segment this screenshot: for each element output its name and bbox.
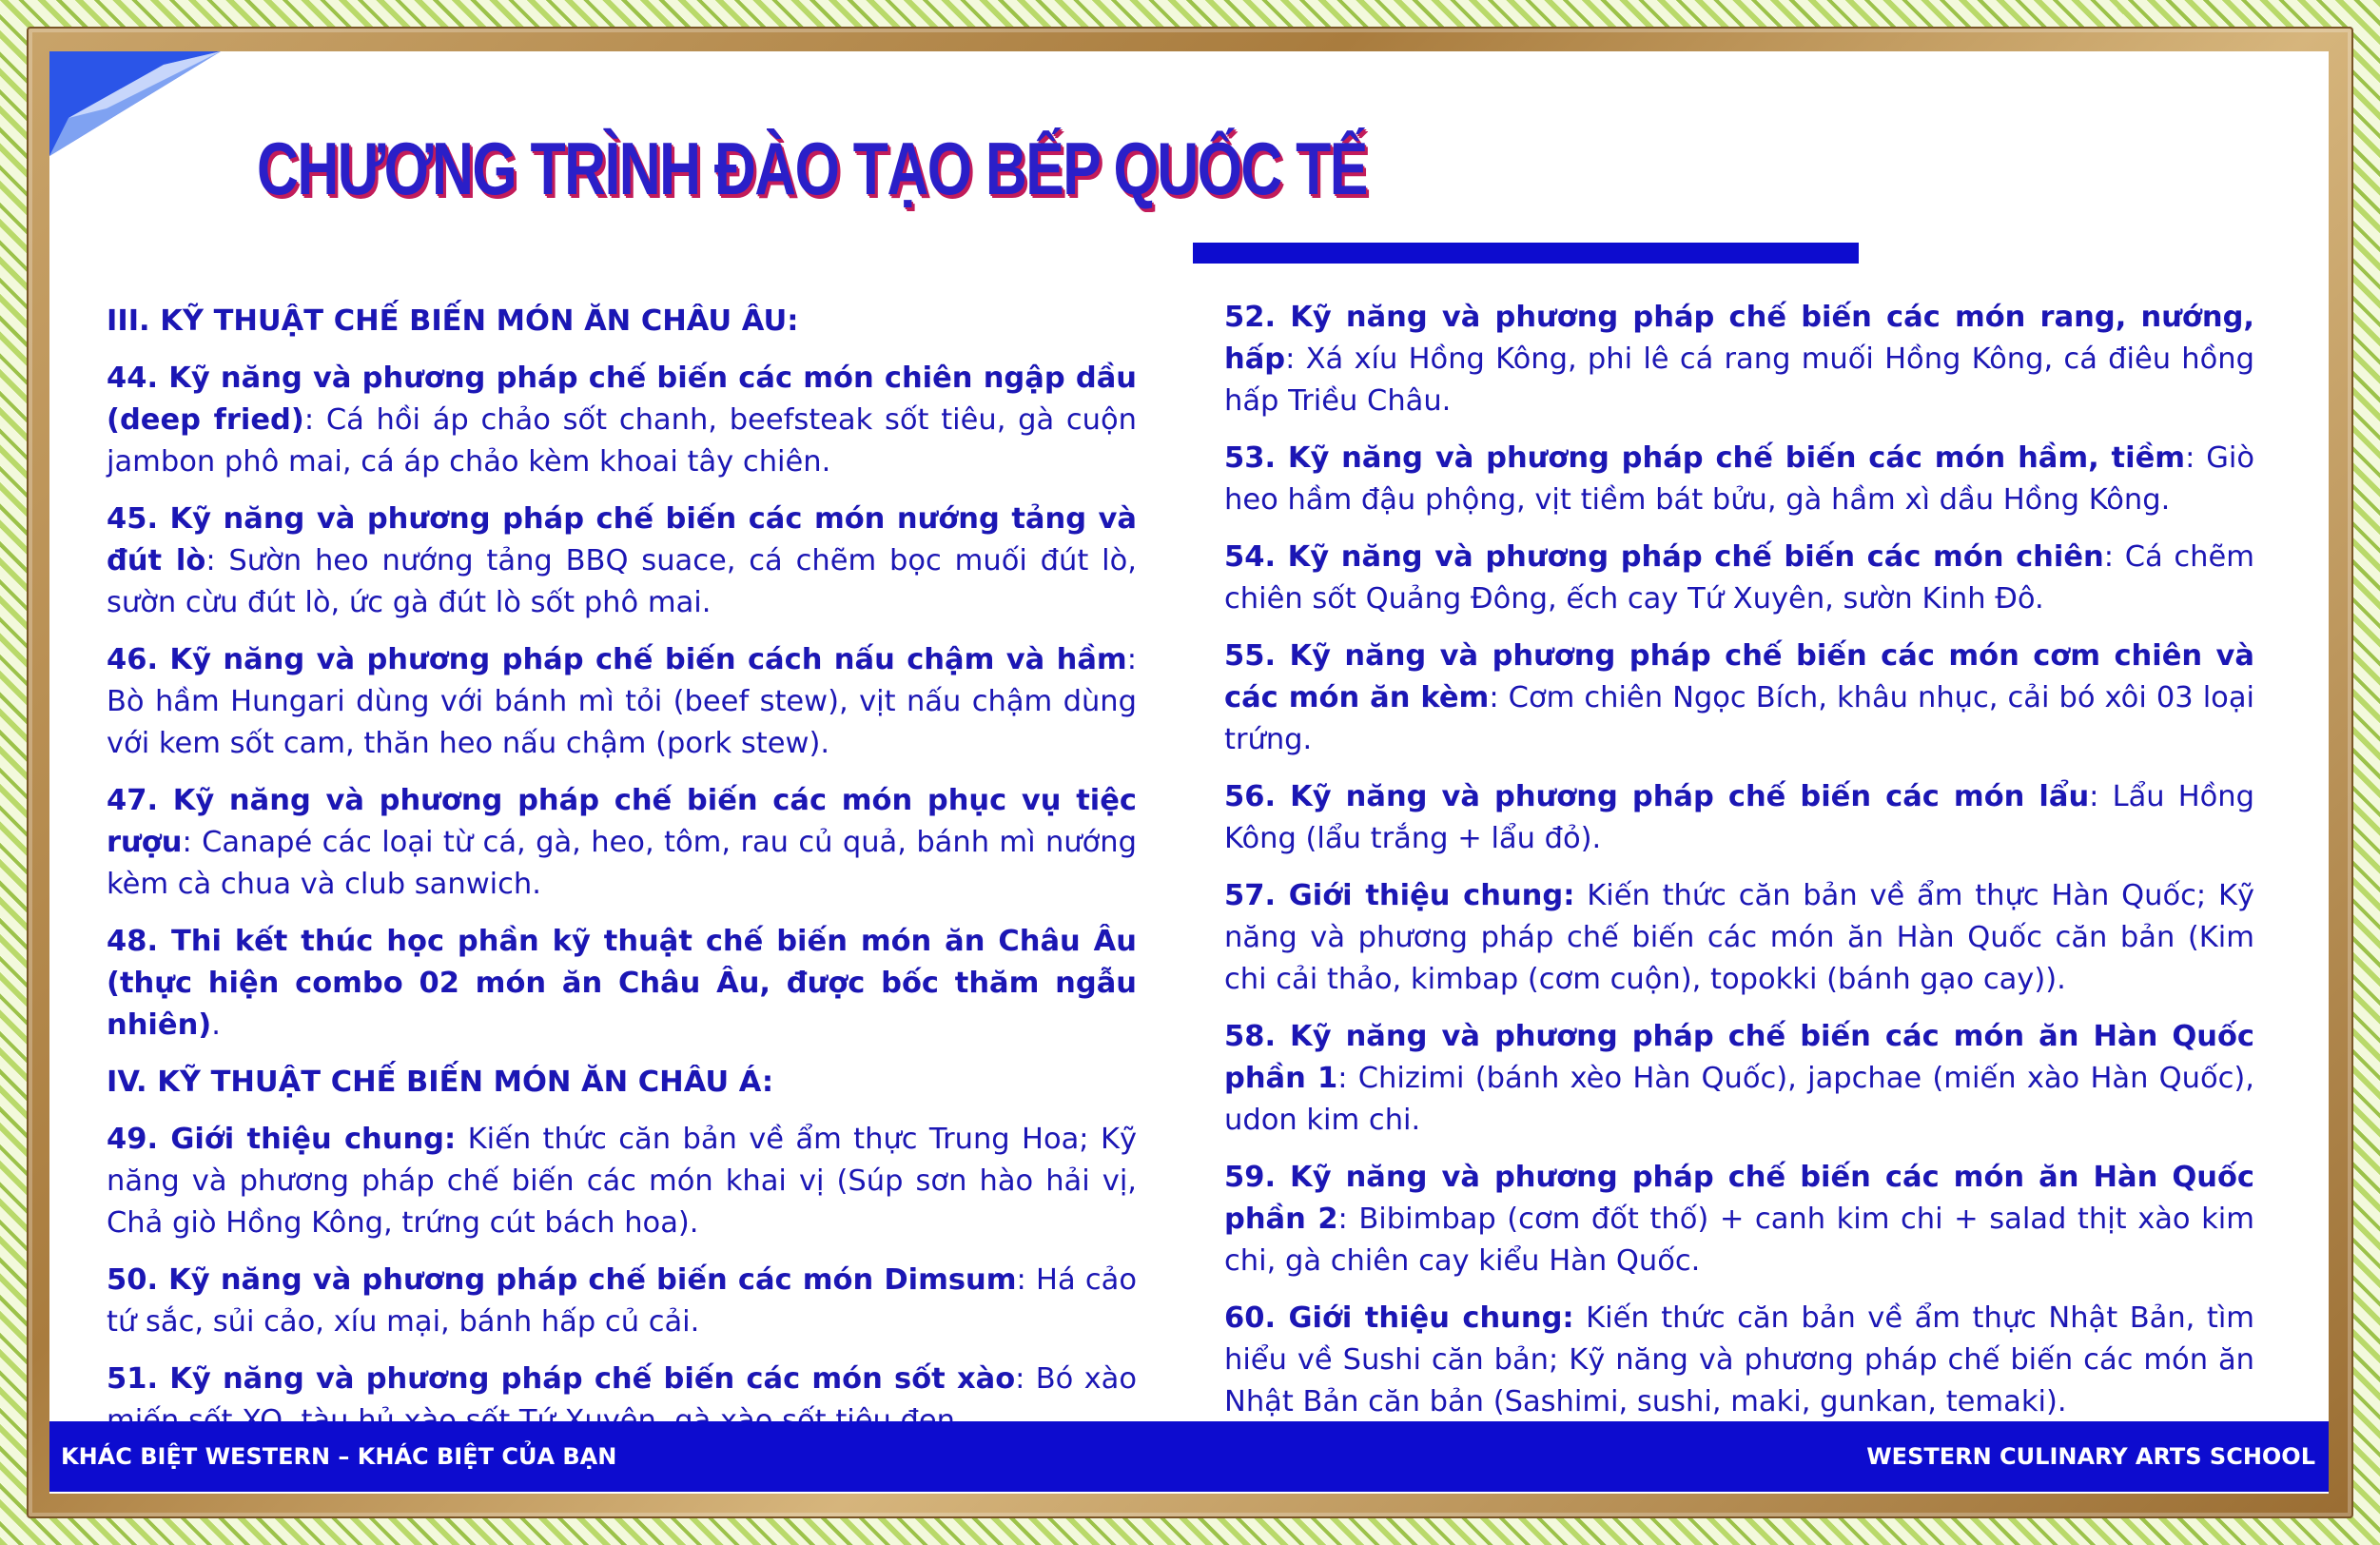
- item-title: 49. Giới thiệu chung:: [107, 1123, 457, 1156]
- list-item-53: [1224, 438, 2254, 521]
- item-title: 46. Kỹ năng và phương pháp chế biến cách nấu chậm và hầm: [107, 643, 1127, 676]
- list-item-55: [1224, 636, 2254, 761]
- item-text: : Lẩu Hồng Kông (lẩu trắng + lẩu đỏ).: [1224, 780, 2254, 855]
- list-item-58: [1224, 1016, 2254, 1142]
- item-title: 54. Kỹ năng và phương pháp chế biến các món chiên: [1224, 540, 2104, 574]
- list-item-44: [107, 358, 1137, 483]
- item-title: 44. Kỹ năng và phương pháp chế biến các món chiên ngập dầu (deep fried): [107, 362, 1137, 437]
- list-item-45: [107, 499, 1137, 624]
- item-title: 60. Giới thiệu chung:: [1224, 1301, 1574, 1335]
- list-item-49: [107, 1119, 1137, 1244]
- title-underline-bar: [1193, 243, 1859, 264]
- item-text: : Xá xíu Hồng Kông, phi lê cá rang muối Hồng Kông, cá điêu hồng hấp Triều Châu.: [1224, 342, 2254, 418]
- item-title: 48. Thi kết thúc học phần kỹ thuật chế biến món ăn Châu Âu (thực hiện combo 02 món ăn Châu Âu, được bốc thăm ngẫu nhiên): [107, 925, 1137, 1042]
- footer-bar: [49, 1421, 2329, 1492]
- section-heading-iv: IV. KỸ THUẬT CHẾ BIẾN MÓN ĂN CHÂU Á:: [107, 1066, 774, 1099]
- list-item-60: [1224, 1298, 2254, 1423]
- item-text: : Bò hầm Hungari dùng với bánh mì tỏi (beef stew), vịt nấu chậm dùng với kem sốt cam, thăn heo nấu chậm (pork stew).: [107, 643, 1137, 760]
- item-title: 59. Kỹ năng và phương pháp chế biến các món ăn Hàn Quốc phần 2: [1224, 1161, 2254, 1236]
- item-text: : Cơm chiên Ngọc Bích, khâu nhục, cải bó xôi 03 loại trứng.: [1224, 681, 2254, 756]
- footer-slogan: KHÁC BIỆT WESTERN – KHÁC BIỆT CỦA BẠN: [61, 1443, 617, 1470]
- list-item-57: [1224, 875, 2254, 1001]
- item-text: .: [211, 1008, 221, 1042]
- item-title: 56. Kỹ năng và phương pháp chế biến các món lẩu: [1224, 780, 2090, 813]
- section-heading-iii: III. KỸ THUẬT CHẾ BIẾN MÓN ĂN CHÂU ÂU:: [107, 304, 799, 338]
- corner-fold-decoration: [49, 51, 221, 156]
- list-item-47: [107, 780, 1137, 906]
- item-text: : Giò heo hầm đậu phộng, vịt tiềm bát bửu, gà hầm xì dầu Hồng Kông.: [1224, 441, 2254, 517]
- item-text: Kiến thức căn bản về ẩm thực Nhật Bản, tìm hiểu về Sushi căn bản; Kỹ năng và phương pháp chế biến các món ăn Nhật Bản căn bản (Sashimi, sushi, maki, gunkan, temaki).: [1224, 1301, 2255, 1418]
- item-text: : Sườn heo nướng tảng BBQ suace, cá chẽm bọc muối đút lò, sườn cừu đút lò, ức gà đút lò sốt phô mai.: [107, 544, 1137, 619]
- list-item-48: [107, 921, 1137, 1046]
- item-title: 45. Kỹ năng và phương pháp chế biến các món nướng tảng và đút lò: [107, 502, 1137, 577]
- item-text: : Cá chẽm chiên sốt Quảng Đông, ếch cay Tứ Xuyên, sườn Kinh Đô.: [1224, 540, 2254, 616]
- item-text: : Cá hồi áp chảo sốt chanh, beefsteak sốt tiêu, gà cuộn jambon phô mai, cá áp chảo kèm khoai tây chiên.: [107, 403, 1137, 479]
- item-text: : Bibimbap (cơm đốt thố) + canh kim chi + salad thịt xào kim chi, gà chiên cay kiểu Hàn Quốc.: [1224, 1203, 2254, 1278]
- list-item-46: [107, 639, 1137, 765]
- item-title: 52. Kỹ năng và phương pháp chế biến các món rang, nướng, hấp: [1224, 301, 2254, 376]
- item-title: 51. Kỹ năng và phương pháp chế biến các món sốt xào: [107, 1362, 1016, 1396]
- item-title: 58. Kỹ năng và phương pháp chế biến các món ăn Hàn Quốc phần 1: [1224, 1020, 2254, 1095]
- item-text: Kiến thức căn bản về ẩm thực Trung Hoa; Kỹ năng và phương pháp chế biến các món khai vị (Súp sơn hào hải vị, Chả giò Hồng Kông, trứng cút bách hoa).: [107, 1123, 1137, 1240]
- slide-page: [49, 51, 2329, 1494]
- list-item-50: [107, 1260, 1137, 1343]
- footer-school-name: WESTERN CULINARY ARTS SCHOOL: [1866, 1443, 2315, 1470]
- item-title: 50. Kỹ năng và phương pháp chế biến các món Dimsum: [107, 1263, 1017, 1297]
- list-item-59: [1224, 1157, 2254, 1282]
- item-text: : Canapé các loại từ cá, gà, heo, tôm, rau củ quả, bánh mì nướng kèm cà chua và club sanwich.: [107, 826, 1137, 901]
- item-title: 57. Giới thiệu chung:: [1224, 879, 1575, 912]
- page-title: CHƯƠNG TRÌNH ĐÀO TẠO BẾP QUỐC TẾ: [257, 127, 1367, 210]
- item-title: 53. Kỹ năng và phương pháp chế biến các món hầm, tiềm: [1224, 441, 2186, 475]
- item-text: : Há cảo tứ sắc, sủi cảo, xíu mại, bánh hấp củ cải.: [107, 1263, 1137, 1339]
- left-column: [107, 301, 1137, 1457]
- item-text: : Chizimi (bánh xèo Hàn Quốc), japchae (miến xào Hàn Quốc), udon kim chi.: [1224, 1062, 2254, 1137]
- list-item-56: [1224, 776, 2254, 860]
- item-title: 55. Kỹ năng và phương pháp chế biến các món cơm chiên và các món ăn kèm: [1224, 639, 2254, 714]
- item-text: : Bó xào: [1015, 1362, 1137, 1396]
- right-column: [1224, 297, 2254, 1438]
- item-title: 47. Kỹ năng và phương pháp chế biến các món phục vụ tiệc rượu: [107, 784, 1137, 859]
- list-item-54: [1224, 537, 2254, 620]
- list-item-52: [1224, 297, 2254, 422]
- item-text: Kiến thức căn bản về ẩm thực Hàn Quốc; Kỹ năng và phương pháp chế biến các món ăn Hàn Quốc căn bản (Kim chi cải thảo, kimbap (cơm cuộn), topokki (bánh gạo cay)).: [1224, 879, 2254, 996]
